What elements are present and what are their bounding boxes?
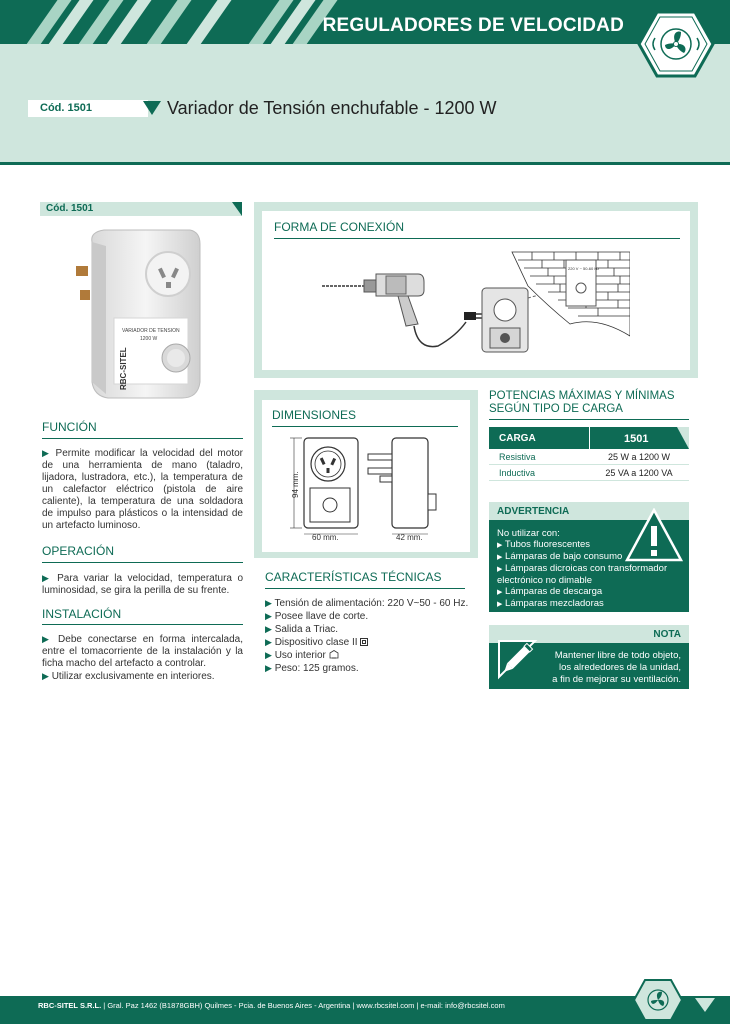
depth-dimension: 42 mm. [396,533,423,542]
advertencia-intro: No utilizar con: [497,528,560,539]
corner-triangle-icon [232,202,242,216]
indoor-use-icon [329,650,339,659]
list-item [497,563,685,586]
bullet-icon: ▶ [42,448,51,458]
spec-item: Dispositivo clase II [274,637,358,648]
potencias-heading [489,390,675,416]
section-divider [274,238,680,239]
funcion-text [42,447,243,532]
bullet-icon: ▶ [265,611,272,621]
class-ii-icon [360,638,368,646]
list-item [265,597,468,610]
nota-line: a fin de mejorar su ventilación. [552,674,681,685]
advertencia-item: Lámparas de descarga [505,586,603,597]
footer-info: | Gral. Paz 1462 (B1878GBH) Quilmes - Pcia. de Buenos Aires - Argentina | www.rbcsitel.com | e-mail: info@rbcsitel.com [101,1001,505,1010]
product-code: Cód. 1501 [28,100,148,117]
width-dimension: 60 mm. [312,533,339,542]
section-divider [265,588,465,589]
footer-text [38,1001,505,1010]
bullet-icon: ▶ [497,542,503,549]
operacion-description: Para variar la velocidad, temperatura o luminosidad, se gira la perilla de su frente. [42,573,244,596]
load-type: Inductiva [499,468,536,478]
advertencia-item: Lámparas mezcladoras [505,598,604,609]
funcion-heading: FUNCIÓN [42,420,97,434]
height-dimension: 94 mm. [291,471,300,498]
list-item [497,586,685,598]
wall-outlet-label: 220 V ~ 50-60 Hz [568,266,600,271]
potencias-heading-line: POTENCIAS MÁXIMAS Y MÍNIMAS [489,390,675,402]
list-item [497,539,685,551]
photo-label-line2: 1200 W [140,336,158,342]
bullet-icon: ▶ [265,624,272,634]
spec-item: Posee llave de corte. [274,611,369,622]
nota-text [531,650,681,686]
triangle-down-icon [143,101,161,115]
section-divider [272,426,458,427]
load-range: 25 VA a 1200 VA [605,468,673,478]
list-item [265,636,468,649]
bullet-icon: ▶ [265,663,272,673]
dimensions-drawing [284,432,444,542]
table-header [489,427,689,449]
fan-icon [632,978,684,1022]
bullet-icon: ▶ [265,637,272,647]
list-item [42,670,243,683]
column-separator [589,427,590,449]
advertencia-item: Tubos fluorescentes [504,539,591,550]
product-title: Variador de Tensión enchufable - 1200 W [167,98,497,118]
operacion-text [42,572,243,597]
nota-title: NOTA [653,629,681,640]
instalacion-item: Utilizar exclusivamente en interiores. [51,671,215,682]
instalacion-heading: INSTALACIÓN [42,607,122,621]
product-photo [70,222,210,402]
section-divider [42,562,243,563]
footer-company: RBC-SITEL S.R.L. [38,1001,102,1010]
load-type: Resistiva [499,452,536,462]
list-item [265,649,468,662]
spec-item: Tensión de alimentación: 220 V~50 - 60 Hz. [274,598,469,609]
instalacion-list [42,633,243,683]
triangle-down-icon [695,998,715,1012]
footer [0,996,730,1024]
spec-item: Peso: 125 gramos. [274,663,359,674]
advertencia-title: ADVERTENCIA [497,506,570,517]
nota-line: Mantener libre de todo objeto, [554,650,681,661]
load-range: 25 W a 1200 W [607,452,671,462]
section-divider [42,438,243,439]
photo-brand: RBC-SITEL [119,347,128,390]
caracteristicas-list [265,597,468,675]
bullet-icon: ▶ [42,671,49,681]
advertencia-item: Lámparas dicroicas con transformador electrónico no dimable [497,563,668,586]
funcion-description: Permite modificar la velocidad del motor de una herramienta de mano (taladro, lijadora, lustradora, etc.), la temperatura de un calefactor eléctrico (pistola de aire caliente), la temperatura de una soldadora de impulso para plásticos o la intensidad de un artefacto luminoso. [42,448,243,531]
spec-item: Salida a Triac. [274,624,339,635]
nota-line: los alrededores de la unidad, [558,662,681,673]
corner-triangle-icon [677,427,689,449]
potencias-table [489,427,689,481]
advertencia-list [497,528,685,610]
section-title: REGULADORES DE VELOCIDAD [322,15,624,36]
bullet-icon: ▶ [42,634,53,644]
photo-code: Cód. 1501 [40,202,242,216]
connection-diagram [318,246,630,358]
list-item [265,610,468,623]
bullet-icon: ▶ [265,650,272,660]
fan-icon [637,10,715,78]
bullet-icon: ▶ [265,598,272,608]
bullet-icon: ▶ [497,554,503,561]
list-item [265,662,468,675]
operacion-heading: OPERACIÓN [42,544,115,558]
bullet-icon: ▶ [497,589,503,596]
table-row [489,465,689,481]
advertencia-box [489,502,689,612]
list-item [497,598,685,610]
spec-item: Uso interior [274,650,326,661]
nota-box [489,625,689,689]
bullet-icon: ▶ [497,566,503,573]
potencias-heading-line: SEGÚN TIPO DE CARGA [489,403,623,415]
column-header: 1501 [624,433,649,445]
header-bar [0,0,730,44]
list-item [265,623,468,636]
list-item [497,551,685,563]
bullet-icon: ▶ [497,601,503,608]
instalacion-item: Debe conectarse en forma intercalada, entre el tomacorriente de la instalación y la ficha macho del artefacto a controlar. [42,634,244,669]
dimensiones-heading: DIMENSIONES [272,408,357,422]
column-header: CARGA [499,433,536,444]
section-divider [489,419,689,420]
caracteristicas-heading: CARACTERÍSTICAS TÉCNICAS [265,570,442,584]
photo-label-line1: VARIADOR DE TENSION [122,328,180,334]
section-divider [42,624,243,625]
conexion-heading: FORMA DE CONEXIÓN [274,220,405,234]
list-item [42,633,243,670]
advertencia-item: Lámparas de bajo consumo [505,551,623,562]
bullet-icon: ▶ [42,573,52,583]
table-row [489,449,689,465]
header-divider [0,162,730,165]
